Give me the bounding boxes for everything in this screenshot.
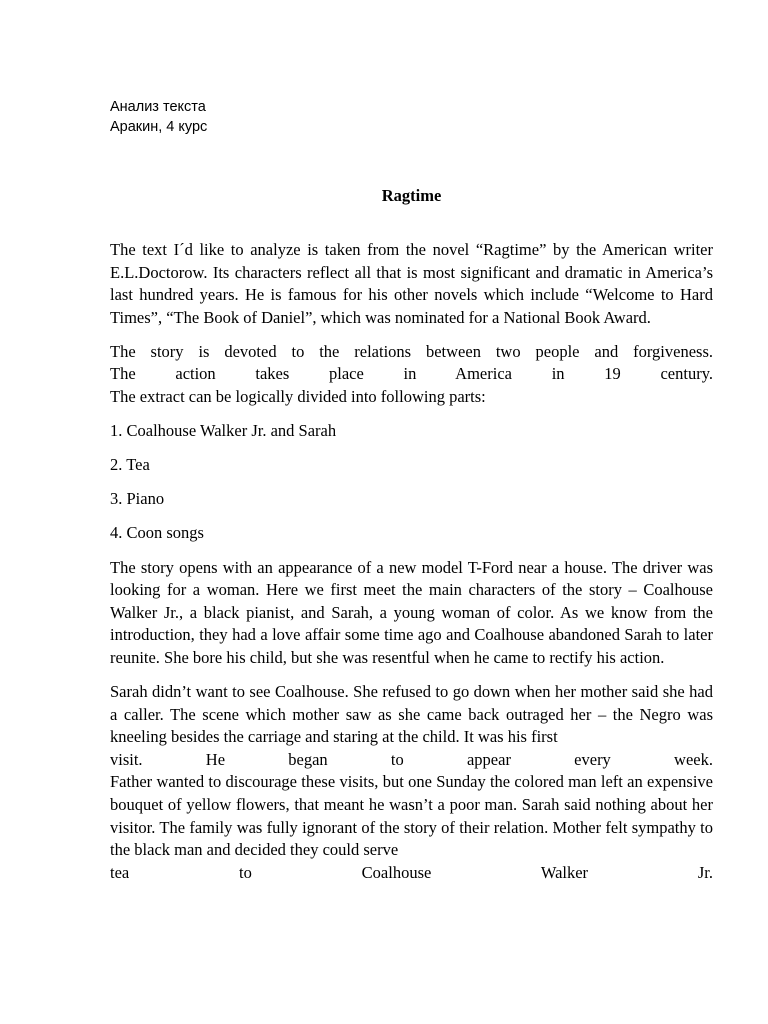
paragraph-theme [110, 341, 713, 409]
list-item-4: 4. Coon songs [110, 523, 204, 543]
list-item-2: 2. Tea [110, 455, 150, 475]
paragraph-intro: The text I´d like to analyze is taken from the novel “Ragtime” by the American writer E.L.Doctorow. Its characters reflect all that is most significant and dramatic in America’s last hundred years. He is famous for his other novels which include “Welcome to Hard Times”, “The Book of Daniel”, which was nominated for a National Book Award. [110, 240, 713, 327]
paragraph-opening: The story opens with an appearance of a new model T-Ford near a house. The driver was looking for a woman. Here we first meet the main characters of the story – Coalhouse Walker Jr., a black pianist, and Sarah, a young woman of color. As we know from the introduction, they had a love affair some time ago and Coalhouse abandoned Sarah to later reunite. She bore his child, but she was resentful when he came to rectify his action. [110, 557, 713, 667]
theme-line-2: The action takes place in America in 19 century. [110, 364, 713, 384]
visits-text-2: Father wanted to discourage these visits, but one Sunday the colored man left an expensive bouquet of yellow flowers, that meant he wasn’t a poor man. Sarah said nothing about her visitor. The family was fully ignorant of the story of their relation. Mother felt sympathy to the black man and decided they could serve [110, 772, 713, 860]
theme-line-3: The extract can be logically divided into following parts: [110, 387, 486, 407]
paragraph-visits [110, 681, 713, 884]
visits-text-1: Sarah didn’t want to see Coalhouse. She refused to go down when her mother said she had a caller. The scene which mother saw as she came back outraged her – the Negro was kneeling besides the carriage and staring at the child. It was his first [110, 682, 713, 747]
header-line-1: Анализ текста [110, 99, 206, 115]
list-item-3: 3. Piano [110, 489, 165, 509]
document-body [110, 239, 713, 884]
visits-line-tea: tea to Coalhouse Walker Jr. [110, 862, 713, 882]
list-item-1: 1. Coalhouse Walker Jr. and Sarah [110, 421, 337, 441]
theme-line-1: The story is devoted to the relations between two people and forgiveness. [110, 341, 713, 361]
visits-line-visit: visit. He began to appear every week. [110, 749, 713, 769]
header-line-2: Аракин, 4 курс [110, 119, 208, 135]
document-page [110, 97, 713, 896]
document-title: Ragtime [381, 186, 442, 205]
